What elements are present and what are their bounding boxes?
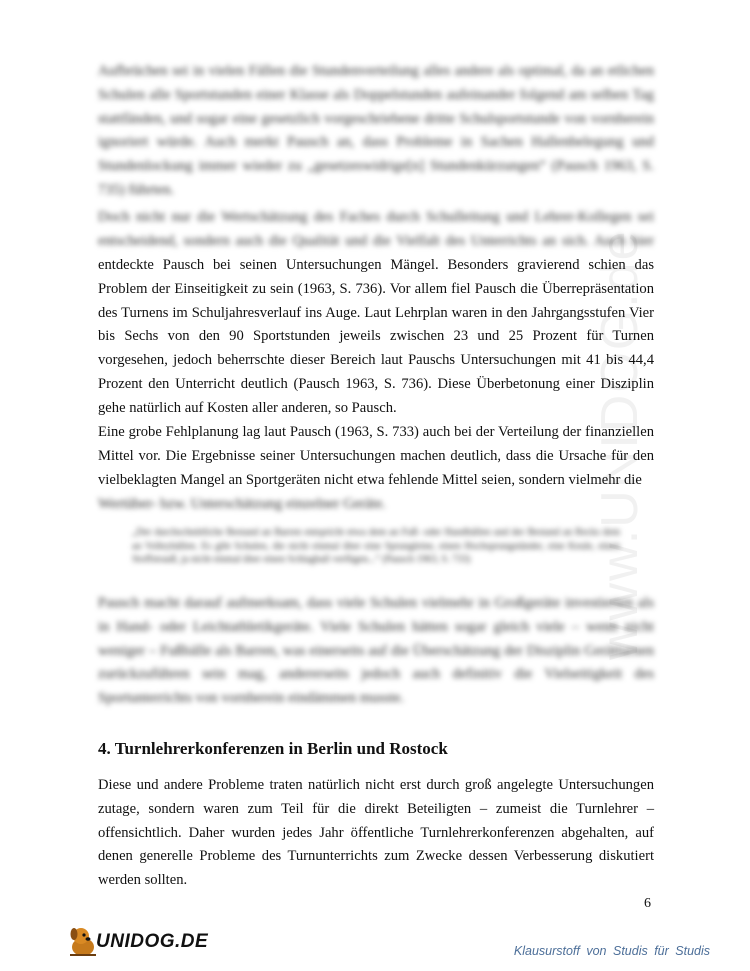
blurred-paragraph-after-quote: Pausch macht darauf aufmerksam, dass viele Schulen vielmehr in Großgeräte investierten als in Hand- oder Leichtathletikgeräte. Viele Schulen hätten sogar gleich viele – wenn nicht weniger – Fußbälle als Barren, was einerseits auf die Überschätzung der Disziplin Gerätturnen zurückzuführen sein mag, andererseits jedoch auch definitiv die Vielseitigkeit des Sportunterrichts von vornherein eindämmen musste.	[98, 595, 654, 707]
unidog-logo	[68, 925, 218, 959]
dog-icon	[68, 925, 98, 959]
paragraph-1-blurred-line-2: entscheidend, sondern auch die Qualität und die Vielfalt des Unterrichts an sich. Auch hier	[98, 233, 654, 249]
section-body: Diese und andere Probleme traten natürlich nicht erst durch groß angelegte Untersuchungen zutage, sondern waren zum Teil für die direkt Beteiligten – zumeist die Turnlehrer – offensichtlich. Daher wurden jedes Jahr öffentliche Turnlehrerkonferenzen abgehalten, auf denen generelle Probleme des Turnunterrichts zum Zwecke dessen Verbesserung diskutiert werden sollten.	[98, 777, 654, 889]
blurred-paragraph-top: Aufbrüchen sei in vielen Fällen die Stundenverteilung alles andere als optimal, da an etlichen Schulen alle Sportstunden einer Klasse als Doppelstunden aufeinander folgend am selben Tag stattfänden, und sogar eine gesetzlich vorgeschriebene dritte Schulsportstunde von vornherein ignoriert würde. Auch merkt Pausch an, dass Probleme in Sachen Hallenbelegung und Stundenlockung immer wieder zu „gesetzeswidrige[n] Stundenkürzungen“ (Pausch 1963, S. 735) führten.	[98, 63, 654, 198]
logo-text: UNIDOG.DE	[96, 931, 209, 952]
footer-slogan: Klausurstoff von Studis für Studis	[513, 944, 710, 958]
paragraph-1: entdeckte Pausch bei seinen Untersuchungen Mängel. Besonders gravierend schien das Problem der Einseitigkeit zu sein (1963, S. 736). Vor allem fiel Pausch die Überrepräsentation des Turnens im Schuljahresverlauf ins Auge. Laut Lehrplan waren in den Jahrgangsstufen Vier bis Sechs von den 90 Sportstunden jeweils zwischen 23 und 25 Prozent für Turnen vorgesehen, jedoch beherrschte dieser Bereich laut Pauschs Untersuchungen mit 41 bis 44,4 Prozent den Unterricht deutlich (Pausch 1963, S. 736). Diese Überbetonung einer Disziplin gehe natürlich auf Kosten aller anderen, so Pausch.	[98, 257, 654, 416]
watermark: www.UNIDOG.de	[591, 229, 649, 660]
blockquote: „Der durchschnittliche Bestand an Barren entspricht etwa dem an Fuß- oder Handbällen und der Bestand an Recks dem an Volleybällen. Es gibt Schulen, die nicht einmal über eine Sprungleine, einen Hochsprungständer, eine Keule, einen Stoffstrauß, ja nicht einmal über einen Schlagball verfügen...“ (Pausch 1963, S. 733)	[132, 527, 620, 565]
paragraph-2: Eine grobe Fehlplanung lag laut Pausch (1963, S. 733) auch bei der Verteilung der finanziellen Mittel vor. Die Ergebnisse seiner Untersuchungen machen deutlich, dass die Ursache für den vielbeklagten Mangel an Sportgeräten nicht etwa fehlende Mittel seien, sondern vielmehr die	[98, 424, 654, 488]
page-number: 6	[644, 896, 651, 911]
section-heading: 4. Turnlehrerkonferenzen in Berlin und Rostock	[98, 739, 448, 758]
paragraph-2-blurred-tail: Wertüber- bzw. Unterschätzung einzelner Geräte.	[98, 496, 386, 512]
paragraph-1-blurred-line-1: Doch nicht nur die Wertschätzung des Faches durch Schulleitung und Lehrer-Kollegen sei	[98, 209, 654, 225]
